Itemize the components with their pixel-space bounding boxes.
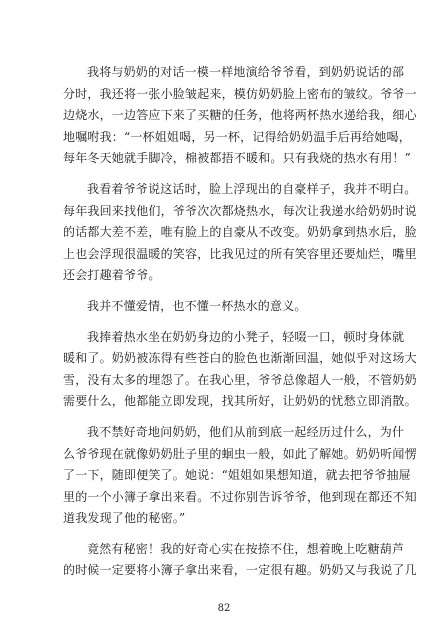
text-line: 我并不懂爱情，也不懂一杯热水的意义。 <box>87 298 307 313</box>
paragraph <box>63 327 417 413</box>
text-line: 我不禁好奇地问奶奶，他们从前到底一起经历过什么，为什 <box>87 424 405 439</box>
text-line: 我捧着热水坐在奶奶身边的小凳子，轻啜一口，顿时身体就 <box>87 329 405 344</box>
text-line: 了一下，随即便笑了。她说：“姐姐如果想知道，就去把爷爷抽屉 <box>63 468 411 483</box>
text-line: 还会打趣着爷爷。 <box>63 268 161 283</box>
text-line: 的时候一定要将小簿子拿出来看，一定很有趣。奶奶又与我说了几 <box>63 563 417 578</box>
paragraph <box>63 62 417 170</box>
text-line: 分时，我还将一张小脸皱起来，模仿奶奶脸上密布的皱纹。爷爷一 <box>63 86 417 101</box>
text-line: 雪，没有太多的埋怨了。在我心里，爷爷总像超人一般，不管奶奶 <box>63 372 417 387</box>
text-line: 竟然有秘密！我的好奇心实在按捺不住，想着晚上吃糖葫芦 <box>87 541 405 556</box>
page-number: 82 <box>217 603 231 614</box>
text-line: 里的一个小簿子拿出来看。不过你别告诉爷爷，他到现在都还不知 <box>63 489 417 504</box>
text-line: 我看着爷爷说这话时，脸上浮现出的自豪样子，我并不明白。 <box>87 181 417 196</box>
paragraph <box>63 422 417 530</box>
text-line: 边烧水，一边答应下来了买糖的任务，他将两杯热水递给我，细心 <box>63 108 417 123</box>
paragraph <box>63 539 417 582</box>
text-line: 道我发现了他的秘密。” <box>63 511 186 526</box>
page-body <box>63 62 417 591</box>
text-line: 地嘱咐我：“一杯姐姐喝，另一杯，记得给奶奶温手后再给她喝， <box>63 129 411 144</box>
text-line: 么爷爷现在就像奶奶肚子里的蛔虫一般，如此了解她。奶奶听闻愣 <box>63 446 417 461</box>
text-line: 我将与奶奶的对话一模一样地演给爷爷看，到奶奶说话的部 <box>87 65 405 79</box>
paragraph <box>63 296 389 318</box>
paragraph <box>63 179 417 287</box>
text-line: 需要什么，他都能立即发现，找其所好，让奶奶的忧愁立即消散。 <box>63 394 417 409</box>
text-line: 每年冬天她就手脚冷，棉被都捂不暖和。只有我烧的热水有用！” <box>63 151 411 166</box>
text-line: 上也会浮现很温暖的笑容，比我见过的所有笑容里还要灿烂，嘴里 <box>63 246 417 261</box>
text-line: 每年我回来找他们，爷爷次次都烧热水，每次让我递水给奶奶时说 <box>63 203 417 218</box>
text-line: 暖和了。奶奶被冻得有些苍白的脸色也渐渐回温，她似乎对这场大 <box>63 351 417 366</box>
text-line: 的话都大差不差，唯有脸上的自豪从不改变。奶奶拿到热水后，脸 <box>63 225 417 240</box>
